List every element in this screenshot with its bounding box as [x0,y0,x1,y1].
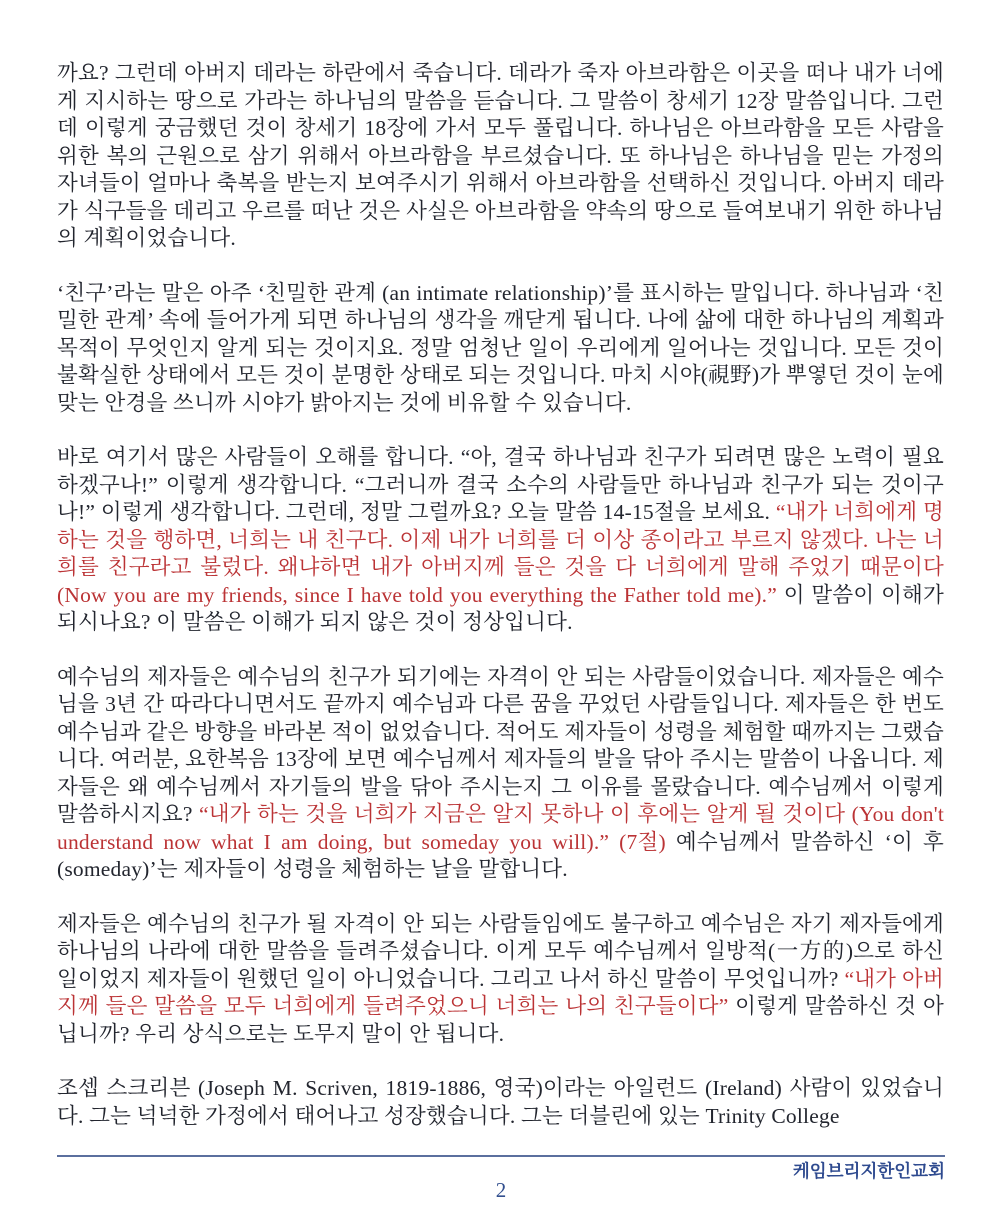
paragraph [57,664,944,884]
scripture-quote: “내가 하는 것을 너희가 지금은 알지 못하나 이 후에는 알게 될 것이다 (You don't understand now what I am doing, but someday you will).” (7절) [57,802,944,854]
page-footer [57,1155,945,1202]
scripture-quote: “내가 아버지께 들은 말씀을 모두 너희에게 들려주었으니 너희는 나의 친구들이다” [57,966,944,1018]
paragraph [57,444,944,637]
scripture-quote: “내가 너희에게 명하는 것을 행하면, 너희는 내 친구다. 이제 내가 너희를 더 이상 종이라고 부르지 않겠다. 나는 너희를 친구라고 불렀다. 왜냐하면 내가 아버지께 들은 것을 다 너희에게 말해 주었기 때문이다 (Now you are my friends, since I have told you everything the Father told me).” [57,500,944,607]
footer-rule [57,1155,945,1157]
paragraph [57,60,944,253]
text-run: 예수님의 제자들은 예수님의 친구가 되기에는 자격이 안 되는 사람들이었습니다. 제자들은 예수님을 3년 간 따라다니면서도 끝까지 예수님과 다른 꿈을 꾸었던 사람들입니다. 제자들은 한 번도 예수님과 같은 방향을 바라본 적이 없었습니다. 적어도 제자들이 성령을 체험할 때까지는 그랬습니다. 여러분, 요한복음 13장에 보면 예수님께서 제자들의 발을 닦아 주시는 말씀이 나옵니다. 제자들은 왜 예수님께서 자기들의 발을 닦아 주시는지 그 이유를 몰랐습니다. 예수님께서 이렇게 말씀하시지요? [57,664,944,826]
church-name: 케임브리지한인교회 [792,1161,945,1181]
paragraph [57,1075,944,1130]
text-run: 이렇게 말씀하신 것 아닙니까? 우리 상식으로는 도무지 말이 안 됩니다. [57,994,944,1046]
page-number: 2 [495,1178,507,1202]
text-run: 바로 여기서 많은 사람들이 오해를 합니다. “아, 결국 하나님과 친구가 되려면 많은 노력이 필요하겠구나!” 이렇게 생각합니다. “그러니까 결국 소수의 사람들만 하나님과 친구가 되는 것이구나!” 이렇게 생각합니다. 그런데, 정말 그럴까요? 오늘 말씀 14-15절을 보세요. [57,445,944,524]
text-run: 조셉 스크리븐 (Joseph M. Scriven, 1819-1886, 영국)이라는 아일런드 (Ireland) 사람이 있었습니다. 그는 넉넉한 가정에서 태어나고 성장했습니다. 그는 더블린에 있는 Trinity College [57,1076,944,1128]
sermon-body [57,60,944,1130]
text-run: 까요? 그런데 아버지 데라는 하란에서 죽습니다. 데라가 죽자 아브라함은 이곳을 떠나 내가 너에게 지시하는 땅으로 가라는 하나님의 말씀을 듣습니다. 그 말씀이 창세기 12장 말씀입니다. 그런데 이렇게 궁금했던 것이 창세기 18장에 가서 모두 풀립니다. 하나님은 아브라함을 모든 사람을 위한 복의 근원으로 삼기 위해서 아브라함을 부르셨습니다. 또 하나님은 하나님을 믿는 가정의 자녀들이 얼마나 축복을 받는지 보여주시기 위해서 아브라함을 선택하신 것입니다. 아버지 데라가 식구들을 데리고 우르를 떠난 것은 사실은 아브라함을 약속의 땅으로 들여보내기 위한 하나님의 계획이었습니다. [57,61,944,250]
text-run: ‘친구’라는 말은 아주 ‘친밀한 관계 (an intimate relationship)’를 표시하는 말입니다. 하나님과 ‘친밀한 관계’ 속에 들어가게 되면 하나님의 생각을 깨닫게 됩니다. 나에 삶에 대한 하나님의 계획과 목적이 무엇인지 알게 되는 것이지요. 정말 엄청난 일이 우리에게 일어나는 것입니다. 모든 것이 불확실한 상태에서 모든 것이 분명한 상태로 되는 것입니다. 마치 시야(視野)가 뿌옇던 것이 눈에 맞는 안경을 쓰니까 시야가 밝아지는 것에 비유할 수 있습니다. [57,280,944,415]
text-run: 제자들은 예수님의 친구가 될 자격이 안 되는 사람들임에도 불구하고 예수님은 자기 제자들에게 하나님의 나라에 대한 말씀을 들려주셨습니다. 이게 모두 예수님께서 일방적(一方的)으로 하신 일이었지 제자들이 원했던 일이 아니었습니다. 그리고 나서 하신 말씀이 무엇입니까? [57,911,944,991]
text-run: 이 말씀이 이해가 되시나요? 이 말씀은 이해가 되지 않은 것이 정상입니다. [57,582,944,634]
text-run: 예수님께서 말씀하신 ‘이 후 (someday)’는 제자들이 성령을 체험하는 날을 말합니다. [57,829,944,881]
paragraph [57,911,944,1049]
paragraph [57,280,944,418]
